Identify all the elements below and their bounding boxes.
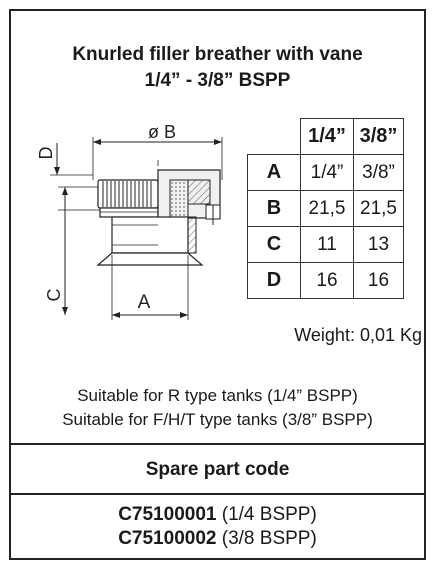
spare-part-code-line (9, 528, 426, 550)
spare-part-code-line (9, 504, 426, 526)
cell-value: 21,5 (301, 191, 354, 227)
dim-d-label: D (36, 146, 56, 160)
divider (9, 443, 426, 445)
cell-value: 3/8” (354, 155, 404, 191)
weight-text: Weight: 0,01 Kg (294, 325, 422, 345)
cell-value: 16 (301, 263, 354, 299)
spare-part-heading: Spare part code (145, 459, 290, 480)
product-title: Knurled filler breather with vane (72, 44, 363, 65)
table-header-row (248, 119, 404, 155)
table-corner (248, 119, 301, 155)
dim-a-label: A (137, 292, 151, 313)
table-row (248, 155, 404, 191)
row-label: C (248, 227, 301, 263)
cell-value: 13 (354, 227, 404, 263)
technical-drawing (30, 105, 245, 330)
dim-c-label: C (44, 288, 64, 302)
spare-part-code: C75100001 (118, 504, 217, 525)
spare-part-desc: (1/4 BSPP) (221, 504, 317, 525)
dimensions-table (247, 118, 404, 299)
table-row (248, 263, 404, 299)
row-label: D (248, 263, 301, 299)
suitability-line: Suitable for R type tanks (1/4” BSPP) (77, 386, 358, 405)
cell-value: 1/4” (301, 155, 354, 191)
cell-value: 21,5 (354, 191, 404, 227)
column-header: 1/4” (301, 119, 354, 155)
row-label: B (248, 191, 301, 227)
row-label: A (248, 155, 301, 191)
spare-part-code: C75100002 (118, 528, 217, 549)
table-row (248, 191, 404, 227)
dim-b-label: ø B (148, 122, 177, 142)
cell-value: 11 (301, 227, 354, 263)
product-thread-size: 1/4” - 3/8” BSPP (144, 70, 291, 91)
spare-part-desc: (3/8 BSPP) (221, 528, 317, 549)
suitability-line: Suitable for F/H/T type tanks (3/8” BSPP) (62, 410, 373, 429)
column-header: 3/8” (354, 119, 404, 155)
table-row (248, 227, 404, 263)
divider (9, 493, 426, 495)
cell-value: 16 (354, 263, 404, 299)
